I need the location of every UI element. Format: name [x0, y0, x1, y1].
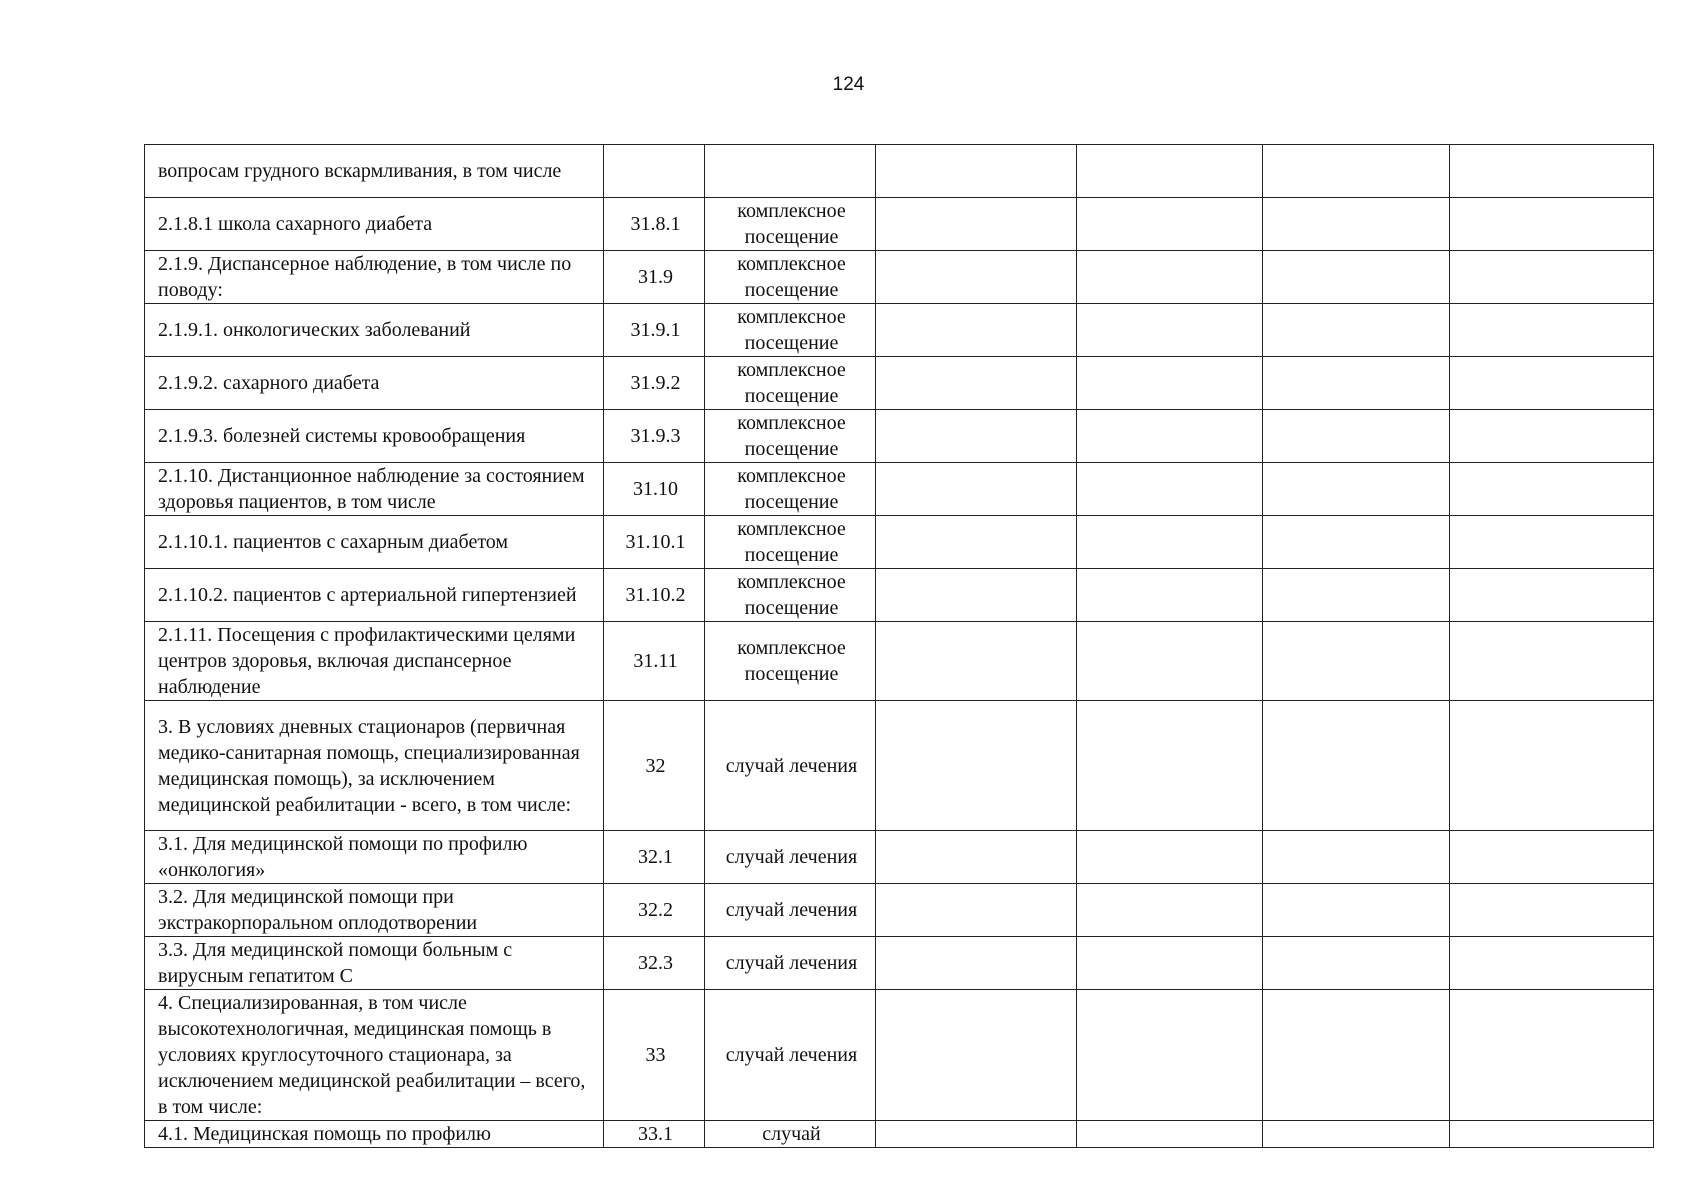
- page-number: 124: [832, 74, 865, 95]
- table-row: [145, 622, 1654, 701]
- table-row: [145, 701, 1654, 831]
- empty-cell: [1450, 304, 1654, 357]
- empty-cell: [1263, 884, 1450, 937]
- row-unit-cell: случай лечения: [705, 990, 876, 1121]
- row-code-cell: 31.10.2: [604, 569, 705, 622]
- table-row: [145, 463, 1654, 516]
- empty-cell: [1263, 990, 1450, 1121]
- empty-cell: [1450, 569, 1654, 622]
- row-name-cell: 2.1.9.1. онкологических заболеваний: [145, 304, 604, 357]
- row-unit-cell: комплексное посещение: [705, 357, 876, 410]
- table-row: [145, 884, 1654, 937]
- table-row: [145, 410, 1654, 463]
- row-code-cell: 32.1: [604, 831, 705, 884]
- table-row: [145, 1121, 1654, 1148]
- table-row: [145, 937, 1654, 990]
- empty-cell: [1077, 357, 1263, 410]
- empty-cell: [876, 516, 1077, 569]
- table-row: [145, 198, 1654, 251]
- empty-cell: [876, 701, 1077, 831]
- empty-cell: [1263, 357, 1450, 410]
- empty-cell: [1077, 831, 1263, 884]
- row-name-cell: 2.1.10. Дистанционное наблюдение за состоянием здоровья пациентов, в том числе: [145, 463, 604, 516]
- empty-cell: [1077, 701, 1263, 831]
- empty-cell: [876, 937, 1077, 990]
- row-code-cell: 31.11: [604, 622, 705, 701]
- row-code-cell: 32.2: [604, 884, 705, 937]
- row-name-cell: 2.1.8.1 школа сахарного диабета: [145, 198, 604, 251]
- indicators-table: [144, 144, 1654, 1148]
- empty-cell: [1077, 937, 1263, 990]
- empty-cell: [1077, 569, 1263, 622]
- empty-cell: [876, 198, 1077, 251]
- row-unit-cell: случай: [705, 1121, 876, 1148]
- empty-cell: [1077, 304, 1263, 357]
- empty-cell: [1263, 304, 1450, 357]
- row-unit-cell: случай лечения: [705, 884, 876, 937]
- row-unit-cell: комплексное посещение: [705, 463, 876, 516]
- row-code-cell: 32: [604, 701, 705, 831]
- empty-cell: [1077, 1121, 1263, 1148]
- row-name-cell: 4. Специализированная, в том числе высокотехнологичная, медицинская помощь в условиях круглосуточного стационара, за исключением медицинской реабилитации – всего, в том числе:: [145, 990, 604, 1121]
- empty-cell: [1263, 410, 1450, 463]
- table-row: [145, 569, 1654, 622]
- empty-cell: [1077, 198, 1263, 251]
- row-code-cell: 31.9.1: [604, 304, 705, 357]
- empty-cell: [1450, 1121, 1654, 1148]
- row-code-cell: 31.9.2: [604, 357, 705, 410]
- empty-cell: [1077, 145, 1263, 198]
- empty-cell: [876, 990, 1077, 1121]
- row-unit-cell: комплексное посещение: [705, 251, 876, 304]
- row-name-cell: 2.1.9.3. болезней системы кровообращения: [145, 410, 604, 463]
- empty-cell: [1263, 569, 1450, 622]
- empty-cell: [1450, 145, 1654, 198]
- empty-cell: [1450, 357, 1654, 410]
- empty-cell: [876, 145, 1077, 198]
- empty-cell: [1263, 145, 1450, 198]
- empty-cell: [876, 251, 1077, 304]
- empty-cell: [1450, 990, 1654, 1121]
- empty-cell: [1450, 701, 1654, 831]
- empty-cell: [876, 463, 1077, 516]
- empty-cell: [1450, 516, 1654, 569]
- row-unit-cell: случай лечения: [705, 937, 876, 990]
- empty-cell: [1263, 1121, 1450, 1148]
- row-name-cell: 4.1. Медицинская помощь по профилю: [145, 1121, 604, 1148]
- row-unit-cell: случай лечения: [705, 701, 876, 831]
- empty-cell: [1263, 937, 1450, 990]
- row-code-cell: 31.9: [604, 251, 705, 304]
- empty-cell: [876, 1121, 1077, 1148]
- row-code-cell: [604, 145, 705, 198]
- empty-cell: [1263, 198, 1450, 251]
- empty-cell: [876, 622, 1077, 701]
- row-name-cell: 2.1.9.2. сахарного диабета: [145, 357, 604, 410]
- row-code-cell: 33.1: [604, 1121, 705, 1148]
- table-row: [145, 251, 1654, 304]
- row-unit-cell: комплексное посещение: [705, 304, 876, 357]
- table-row: [145, 145, 1654, 198]
- empty-cell: [1077, 884, 1263, 937]
- empty-cell: [1263, 622, 1450, 701]
- row-unit-cell: комплексное посещение: [705, 516, 876, 569]
- row-unit-cell: случай лечения: [705, 831, 876, 884]
- empty-cell: [1263, 516, 1450, 569]
- row-code-cell: 31.10.1: [604, 516, 705, 569]
- empty-cell: [876, 831, 1077, 884]
- row-code-cell: 32.3: [604, 937, 705, 990]
- empty-cell: [876, 357, 1077, 410]
- empty-cell: [876, 410, 1077, 463]
- row-code-cell: 31.10: [604, 463, 705, 516]
- row-code-cell: 31.8.1: [604, 198, 705, 251]
- row-name-cell: 2.1.10.2. пациентов с артериальной гипертензией: [145, 569, 604, 622]
- row-unit-cell: комплексное посещение: [705, 410, 876, 463]
- empty-cell: [876, 884, 1077, 937]
- empty-cell: [1077, 990, 1263, 1121]
- table-row: [145, 304, 1654, 357]
- empty-cell: [1263, 701, 1450, 831]
- empty-cell: [1077, 622, 1263, 701]
- row-unit-cell: [705, 145, 876, 198]
- table-row: [145, 357, 1654, 410]
- empty-cell: [1077, 516, 1263, 569]
- empty-cell: [876, 304, 1077, 357]
- empty-cell: [1450, 937, 1654, 990]
- empty-cell: [1263, 463, 1450, 516]
- row-unit-cell: комплексное посещение: [705, 198, 876, 251]
- empty-cell: [1450, 463, 1654, 516]
- table-row: [145, 831, 1654, 884]
- table-row: [145, 990, 1654, 1121]
- row-name-cell: 3.2. Для медицинской помощи при экстракорпоральном оплодотворении: [145, 884, 604, 937]
- empty-cell: [1077, 410, 1263, 463]
- row-unit-cell: комплексное посещение: [705, 622, 876, 701]
- row-code-cell: 31.9.3: [604, 410, 705, 463]
- row-code-cell: 33: [604, 990, 705, 1121]
- empty-cell: [1450, 831, 1654, 884]
- empty-cell: [1450, 198, 1654, 251]
- row-name-cell: 2.1.11. Посещения с профилактическими целями центров здоровья, включая диспансерное наблюдение: [145, 622, 604, 701]
- empty-cell: [1263, 251, 1450, 304]
- empty-cell: [1450, 884, 1654, 937]
- row-name-cell: 3.3. Для медицинской помощи больным с вирусным гепатитом С: [145, 937, 604, 990]
- row-name-cell: вопросам грудного вскармливания, в том числе: [145, 145, 604, 198]
- empty-cell: [876, 569, 1077, 622]
- empty-cell: [1077, 251, 1263, 304]
- table-row: [145, 516, 1654, 569]
- empty-cell: [1077, 463, 1263, 516]
- row-name-cell: 3.1. Для медицинской помощи по профилю «онкология»: [145, 831, 604, 884]
- empty-cell: [1450, 251, 1654, 304]
- empty-cell: [1450, 410, 1654, 463]
- empty-cell: [1450, 622, 1654, 701]
- row-unit-cell: комплексное посещение: [705, 569, 876, 622]
- empty-cell: [1263, 831, 1450, 884]
- row-name-cell: 2.1.9. Диспансерное наблюдение, в том числе по поводу:: [145, 251, 604, 304]
- row-name-cell: 3. В условиях дневных стационаров (первичная медико-санитарная помощь, специализированная медицинская помощь), за исключением медицинской реабилитации - всего, в том числе:: [145, 701, 604, 831]
- row-name-cell: 2.1.10.1. пациентов с сахарным диабетом: [145, 516, 604, 569]
